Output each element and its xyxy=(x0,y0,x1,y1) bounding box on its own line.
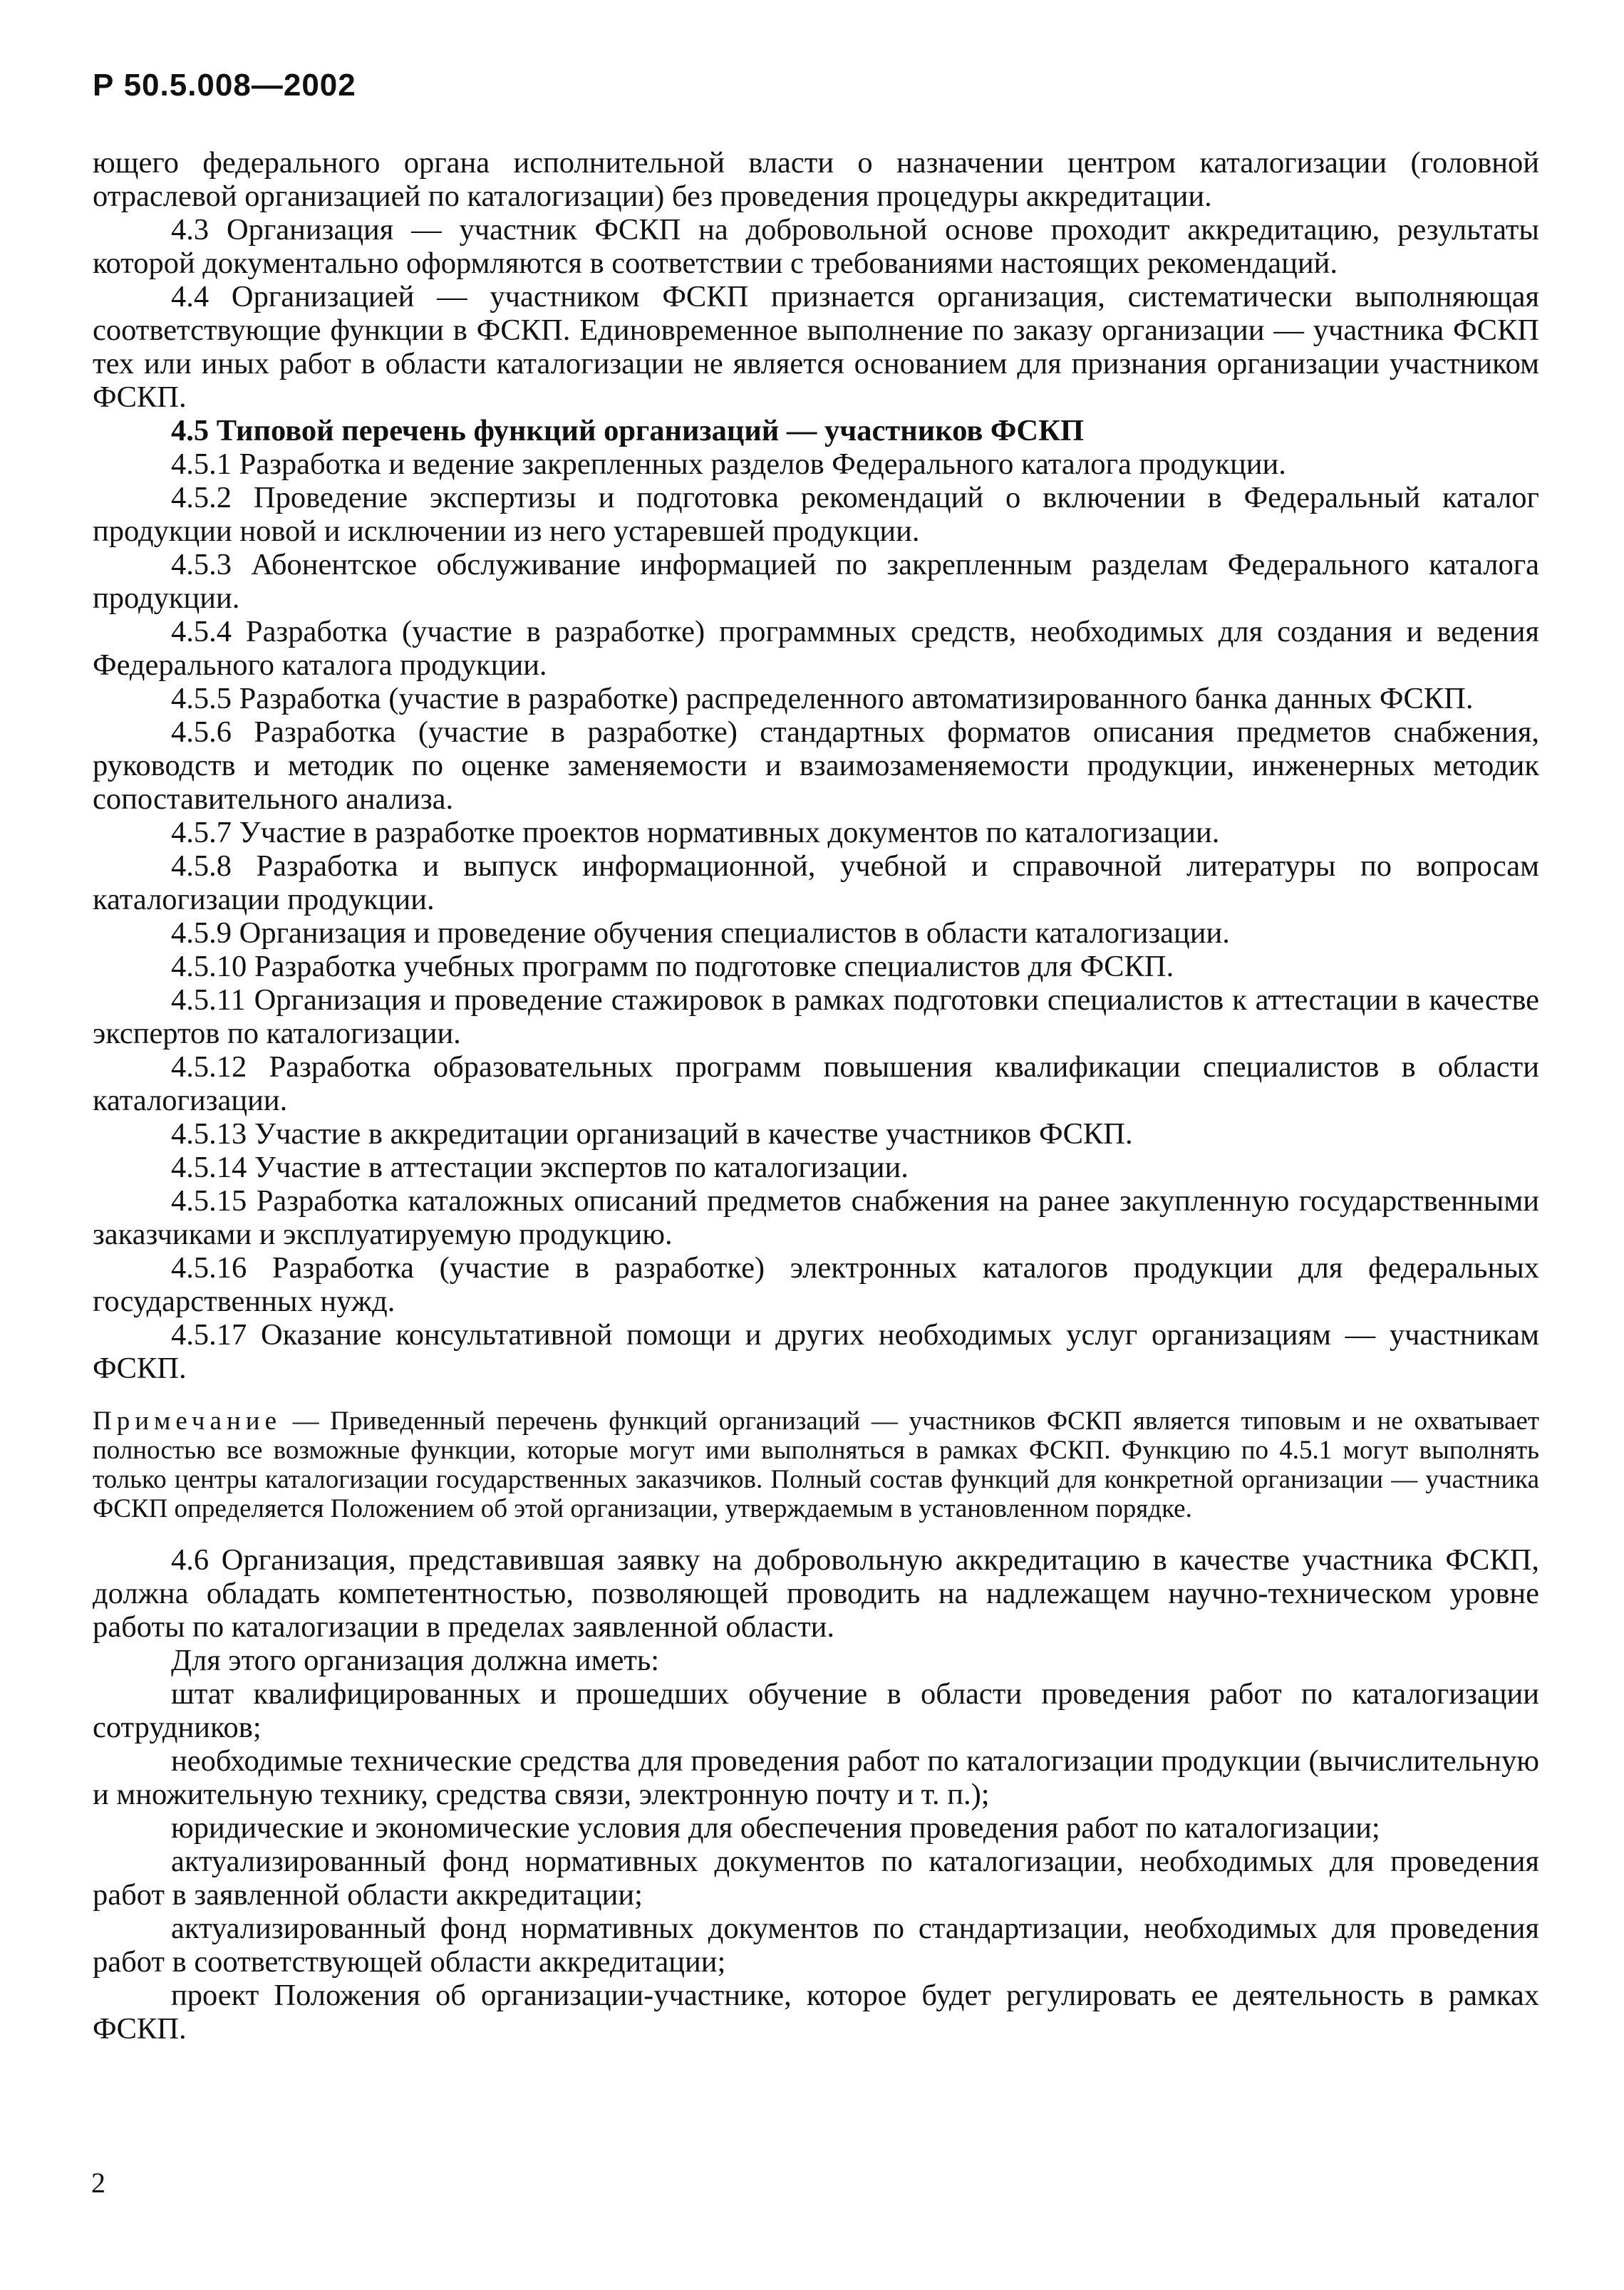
requirement-item: необходимые технические средства для проведения работ по каталогизации продукции (вычислительную и множительную технику, средства связи, электронную почту и т. п.); xyxy=(93,1744,1539,1811)
clause-4-3: 4.3 Организация — участник ФСКП на добровольной основе проходит аккредитацию, результаты которой документально оформляются в соответствии с требованиями настоящих рекомендаций. xyxy=(93,213,1539,280)
clause-4-5-17: 4.5.17 Оказание консультативной помощи и других необходимых услуг организациям — участникам ФСКП. xyxy=(93,1318,1539,1385)
clause-4-5-13: 4.5.13 Участие в аккредитации организаций в качестве участников ФСКП. xyxy=(171,1117,1133,1151)
clause-4-5-7: 4.5.7 Участие в разработке проектов нормативных документов по каталогизации. xyxy=(171,816,1220,849)
clause-4-5-2: 4.5.2 Проведение экспертизы и подготовка рекомендаций о включении в Федеральный каталог продукции новой и исключении из него устаревшей продукции. xyxy=(93,481,1539,548)
clause-4-5-10: 4.5.10 Разработка учебных программ по подготовке специалистов для ФСКП. xyxy=(171,950,1174,983)
clause-4-5-6: 4.5.6 Разработка (участие в разработке) стандартных форматов описания предметов снабжения, руководств и методик по оценке заменяемости и взаимозаменяемости продукции, инженерных методик сопоставительного анализа. xyxy=(93,715,1539,816)
paragraph-continuation: ющего федерального органа исполнительной власти о назначении центром каталогизации (головной отраслевой организацией по каталогизации) без проведения процедуры аккредитации. xyxy=(93,146,1539,213)
clause-4-6: 4.6 Организация, представившая заявку на добровольную аккредитацию в качестве участника ФСКП, должна обладать компетентностью, позволяющей проводить на надлежащем научно-техническом уровне работы по каталогизации в пределах заявленной области. xyxy=(93,1543,1539,1644)
clause-4-5-15: 4.5.15 Разработка каталожных описаний предметов снабжения на ранее закупленную государственными заказчиками и эксплуатируемую продукцию. xyxy=(93,1184,1539,1251)
clause-4-5-11: 4.5.11 Организация и проведение стажировок в рамках подготовки специалистов к аттестации в качестве экспертов по каталогизации. xyxy=(93,983,1539,1050)
requirement-item: юридические и экономические условия для обеспечения проведения работ по каталогизации; xyxy=(171,1811,1380,1845)
requirement-item: актуализированный фонд нормативных документов по каталогизации, необходимых для проведения работ в заявленной области аккредитации; xyxy=(93,1845,1539,1912)
clause-4-5-heading: 4.5 Типовой перечень функций организаций — участников ФСКП xyxy=(171,414,1084,447)
clause-4-5-5: 4.5.5 Разработка (участие в разработке) распределенного автоматизированного банка данных ФСКП. xyxy=(171,682,1474,715)
clause-4-5-14: 4.5.14 Участие в аттестации экспертов по каталогизации. xyxy=(171,1151,909,1184)
clause-4-5-16: 4.5.16 Разработка (участие в разработке) электронных каталогов продукции для федеральных государственных нужд. xyxy=(93,1251,1539,1318)
clause-4-5-4: 4.5.4 Разработка (участие в разработке) программных средств, необходимых для создания и ведения Федерального каталога продукции. xyxy=(93,615,1539,682)
clause-4-5-12: 4.5.12 Разработка образовательных программ повышения квалификации специалистов в области каталогизации. xyxy=(93,1050,1539,1117)
clause-4-5-1: 4.5.1 Разработка и ведение закрепленных разделов Федерального каталога продукции. xyxy=(171,447,1286,481)
note-text: — Приведенный перечень функций организаций — участников ФСКП является типовым и не охватывает полностью все возможные функции, которые могут ими выполняться в рамках ФСКП. Функцию по 4.5.1 могут выполнять только центры каталогизации государственных заказчиков. Полный состав функций для конкретной организации — участника ФСКП определяется Положением об этой организации, утверждаемым в установленном порядке. xyxy=(93,1406,1539,1523)
note-label: Примечание xyxy=(93,1406,281,1436)
requirement-item: штат квалифицированных и прошедших обучение в области проведения работ по каталогизации сотрудников; xyxy=(93,1677,1539,1744)
clause-4-5-3: 4.5.3 Абонентское обслуживание информацией по закрепленным разделам Федерального каталога продукции. xyxy=(93,548,1539,615)
clause-4-5-9: 4.5.9 Организация и проведение обучения специалистов в области каталогизации. xyxy=(171,916,1230,950)
requirement-item: проект Положения об организации-участнике, которое будет регулировать ее деятельность в рамках ФСКП. xyxy=(93,1979,1539,2046)
requirements-intro: Для этого организация должна иметь: xyxy=(171,1644,660,1677)
requirement-item: актуализированный фонд нормативных документов по стандартизации, необходимых для проведения работ в соответствующей области аккредитации; xyxy=(93,1912,1539,1979)
note-block xyxy=(93,1406,1539,1523)
document-code-header: Р 50.5.008—2002 xyxy=(93,68,356,103)
document-body xyxy=(93,146,1539,2046)
page-number: 2 xyxy=(91,2167,105,2199)
clause-4-5-8: 4.5.8 Разработка и выпуск информационной, учебной и справочной литературы по вопросам каталогизации продукции. xyxy=(93,849,1539,916)
clause-4-4: 4.4 Организацией — участником ФСКП признается организация, систематически выполняющая соответствующие функции в ФСКП. Единовременное выполнение по заказу организации — участника ФСКП тех или иных работ в области каталогизации не является основанием для признания организации участником ФСКП. xyxy=(93,280,1539,414)
